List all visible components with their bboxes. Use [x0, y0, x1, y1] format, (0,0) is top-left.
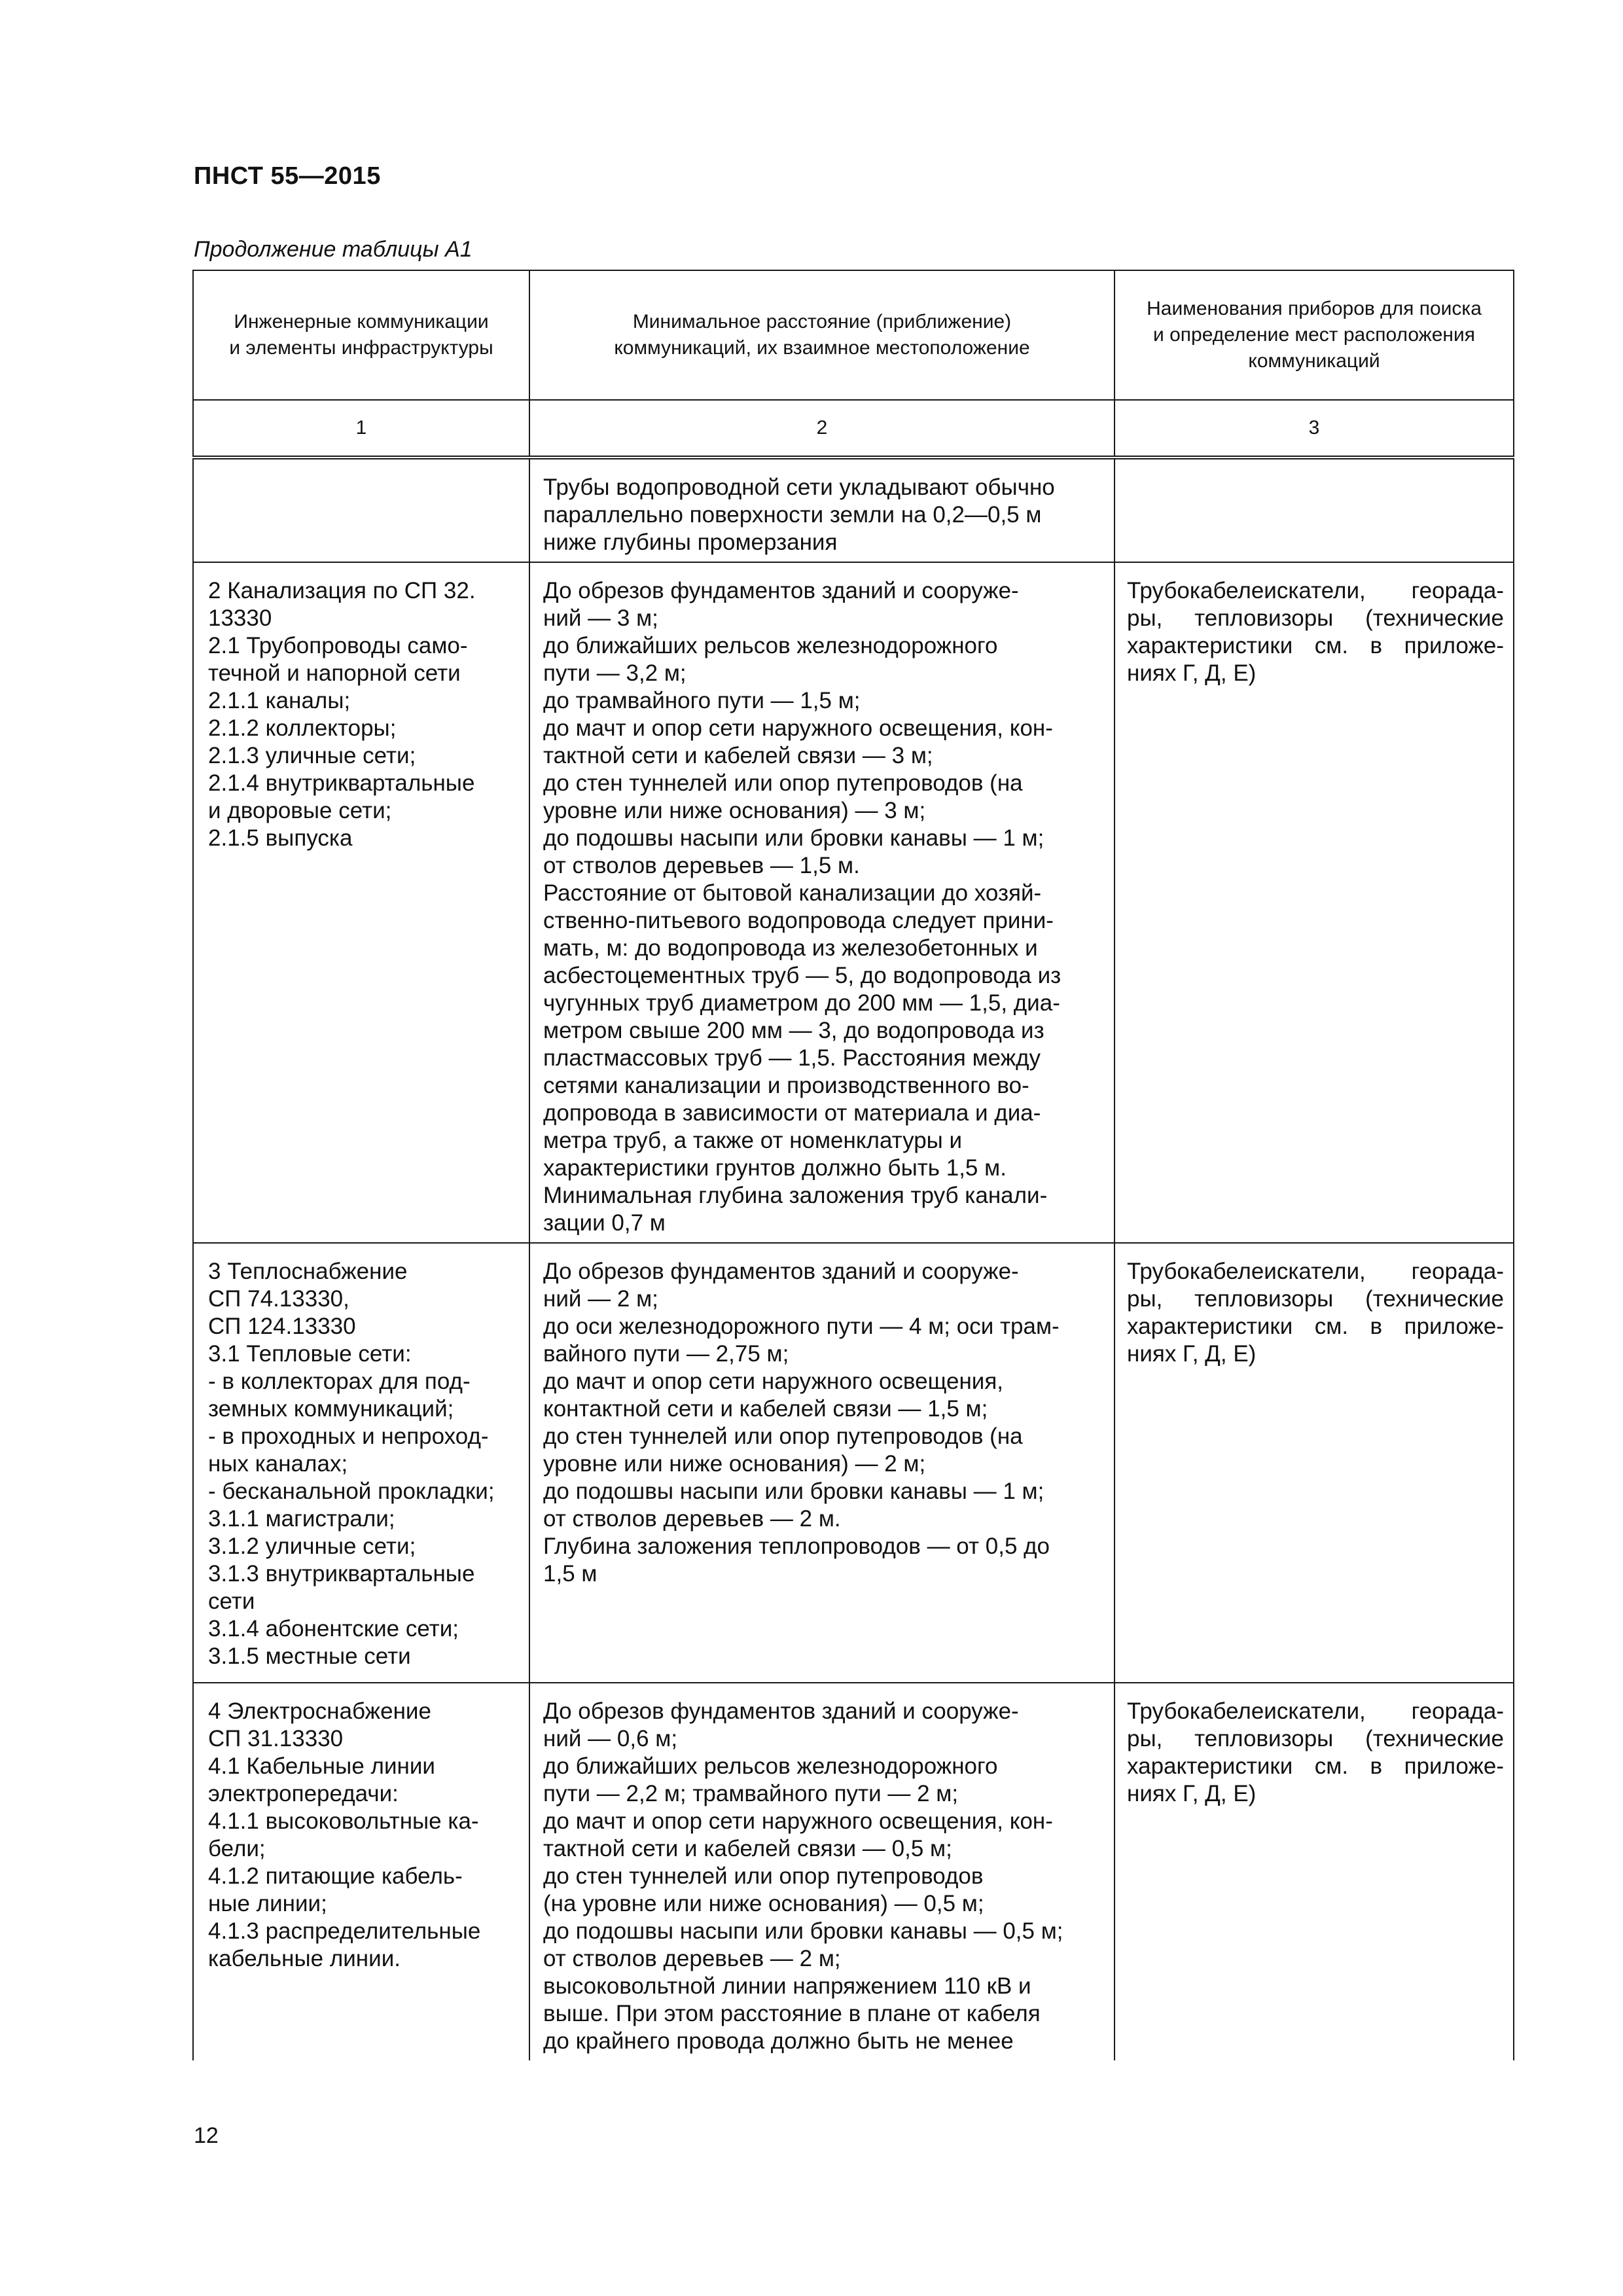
row-power-infrastructure [193, 1683, 529, 2060]
cell-text-line: до оси железнодорожного пути — 4 м; оси трам- [543, 1314, 1060, 1339]
cell-text-line: Трубокабелеискатели, георада- [1127, 578, 1504, 603]
cell-text-line: До обрезов фундаментов зданий и сооруже- [543, 1698, 1019, 1724]
cell-text-line: Инженерные коммуникации [234, 311, 489, 332]
cell-text-line: 2.1.1 каналы; [208, 688, 351, 713]
table-row-water [193, 457, 1514, 562]
cell-text-line: 2.1.5 выпуска [208, 825, 353, 851]
cell-text-line: бели; [208, 1836, 266, 1861]
column-number-row [193, 400, 1514, 457]
cell-text-line: 3.1.1 магистрали; [208, 1506, 395, 1532]
cell-text-line: коммуникаций, их взаимное местоположение [614, 337, 1030, 359]
cell-text-line: 4 Электроснабжение [208, 1698, 431, 1724]
cell-text-line: Трубы водопроводной сети укладывают обычно [543, 475, 1055, 500]
row-heating-infrastructure [193, 1243, 529, 1683]
cell-text-line: ниях Г, Д, Е) [1127, 1781, 1257, 1806]
cell-text-line: сетями канализации и производственного во- [543, 1073, 1029, 1098]
cell-text-line: течной и напорной сети [208, 660, 461, 686]
cell-text-line: 3.1 Тепловые сети: [208, 1341, 412, 1367]
cell-text-line: ные линии; [208, 1891, 327, 1916]
cell-text-line: До обрезов фундаментов зданий и сооруже- [543, 1259, 1019, 1284]
cell-text-line: Минимальная глубина заложения труб канали- [543, 1183, 1048, 1208]
header-cell-3 [1115, 270, 1514, 400]
column-number-1: 1 [193, 400, 529, 457]
cell-text-line: 2.1.2 коллекторы; [208, 715, 397, 741]
cell-text-line: ных каналах; [208, 1451, 348, 1477]
cell-text-line: Трубокабелеискатели, георада- [1127, 1259, 1504, 1284]
cell-text-line: высоковольтной линии напряжением 110 кВ и [543, 1973, 1031, 1999]
document-code: ПНСТ 55—2015 [194, 162, 381, 190]
row-heating-devices [1115, 1243, 1514, 1683]
row-water-devices [1115, 457, 1514, 562]
cell-text-line: ниях Г, Д, Е) [1127, 660, 1257, 686]
row-heating-distance [529, 1243, 1115, 1683]
cell-text-line: пути — 2,2 м; трамвайного пути — 2 м; [543, 1781, 959, 1806]
cell-text-line: Трубокабелеискатели, георада- [1127, 1698, 1504, 1724]
cell-text-line: ний — 2 м; [543, 1286, 658, 1312]
cell-text-line: ры, тепловизоры (технические [1127, 1726, 1504, 1751]
row-sewerage-devices [1115, 562, 1514, 1243]
cell-text-line: чугунных труб диаметром до 200 мм — 1,5, диа- [543, 990, 1060, 1016]
cell-text-line: и элементы инфраструктуры [229, 337, 493, 359]
cell-text-line: параллельно поверхности земли на 0,2—0,5 м [543, 502, 1042, 528]
cell-text-line: характеристики см. в приложе- [1127, 1314, 1504, 1339]
cell-text-line: контактной сети и кабелей связи — 1,5 м; [543, 1396, 988, 1422]
cell-text-line: от стволов деревьев — 2 м. [543, 1506, 841, 1532]
cell-text-line: до трамвайного пути — 1,5 м; [543, 688, 861, 713]
cell-text-line: до крайнего провода должно быть не менее [543, 2028, 1014, 2054]
cell-text-line: вайного пути — 2,75 м; [543, 1341, 789, 1367]
row-power-devices [1115, 1683, 1514, 2060]
cell-text-line: ниях Г, Д, Е) [1127, 1341, 1257, 1367]
cell-text-line: 2 Канализация по СП 32. [208, 578, 476, 603]
cell-text-line: 4.1 Кабельные линии [208, 1753, 435, 1779]
table-row-sewerage [193, 562, 1514, 1243]
cell-text-line: Глубина заложения теплопроводов — от 0,5 до [543, 1534, 1050, 1559]
row-water-distance [529, 457, 1115, 562]
row-sewerage-infrastructure [193, 562, 529, 1243]
row-water-infrastructure [193, 457, 529, 562]
cell-text-line: 3 Теплоснабжение [208, 1259, 408, 1284]
cell-text-line: Расстояние от бытовой канализации до хозяй- [543, 880, 1042, 906]
cell-text-line: зации 0,7 м [543, 1210, 666, 1236]
cell-text-line: до стен туннелей или опор путепроводов (на [543, 1424, 1023, 1449]
table-row-heating [193, 1243, 1514, 1683]
cell-text-line: кабельные линии. [208, 1946, 401, 1971]
table-row-power [193, 1683, 1514, 2060]
cell-text-line: до ближайших рельсов железнодорожного [543, 1753, 998, 1779]
page-number: 12 [194, 2123, 219, 2148]
cell-text-line: до подошвы насыпи или бровки канавы — 1 м; [543, 1479, 1044, 1504]
row-sewerage-distance [529, 562, 1115, 1243]
cell-text-line: 2.1.3 уличные сети; [208, 743, 416, 768]
column-number-3: 3 [1115, 400, 1514, 457]
cell-text-line: 4.1.2 питающие кабель- [208, 1863, 463, 1889]
cell-text-line: пути — 3,2 м; [543, 660, 687, 686]
cell-text-line: 3.1.4 абонентские сети; [208, 1616, 459, 1641]
cell-text-line: до подошвы насыпи или бровки канавы — 0,5 м; [543, 1918, 1063, 1944]
row-power-distance [529, 1683, 1115, 2060]
cell-text-line: Минимальное расстояние (приближение) [632, 311, 1012, 332]
cell-text-line: характеристики см. в приложе- [1127, 633, 1504, 658]
cell-text-line: ний — 0,6 м; [543, 1726, 678, 1751]
cell-text-line: 3.1.3 внутриквартальные [208, 1561, 475, 1587]
header-cell-1 [193, 270, 529, 400]
cell-text-line: ниже глубины промерзания [543, 529, 838, 555]
cell-text-line: уровне или ниже основания) — 3 м; [543, 798, 926, 823]
cell-text-line: мать, м: до водопровода из железобетонных и [543, 935, 1038, 961]
cell-text-line: 3.1.2 уличные сети; [208, 1534, 416, 1559]
cell-text-line: до стен туннелей или опор путепроводов (на [543, 770, 1023, 796]
cell-text-line: допровода в зависимости от материала и диа- [543, 1100, 1041, 1126]
cell-text-line: До обрезов фундаментов зданий и сооруже- [543, 578, 1019, 603]
cell-text-line: до стен туннелей или опор путепроводов [543, 1863, 984, 1889]
cell-text-line: СП 74.13330, [208, 1286, 349, 1312]
cell-text-line: 4.1.1 высоковольтные ка- [208, 1808, 479, 1834]
cell-text-line: и определение мест расположения [1153, 324, 1475, 346]
cell-text-line: уровне или ниже основания) — 2 м; [543, 1451, 926, 1477]
cell-text-line: 3.1.5 местные сети [208, 1643, 411, 1669]
cell-text-line: земных коммуникаций; [208, 1396, 454, 1422]
cell-text-line: от стволов деревьев — 1,5 м. [543, 853, 860, 878]
cell-text-line: метром свыше 200 мм — 3, до водопровода из [543, 1018, 1044, 1043]
cell-text-line: - бесканальной прокладки; [208, 1479, 495, 1504]
header-cell-2 [529, 270, 1115, 400]
cell-text-line: асбестоцементных труб — 5, до водопровода из [543, 963, 1061, 988]
cell-text-line: Наименования приборов для поиска [1147, 298, 1482, 319]
cell-text-line: пластмассовых труб — 1,5. Расстояния между [543, 1045, 1041, 1071]
table-caption: Продолжение таблицы А1 [194, 237, 473, 262]
cell-text-line: ний — 3 м; [543, 605, 658, 631]
cell-text-line: электропередачи: [208, 1781, 399, 1806]
cell-text-line: 13330 [208, 605, 272, 631]
cell-text-line: СП 31.13330 [208, 1726, 344, 1751]
cell-text-line: (на уровне или ниже основания) — 0,5 м; [543, 1891, 984, 1916]
cell-text-line: метра труб, а также от номенклатуры и [543, 1128, 963, 1153]
cell-text-line: коммуникаций [1248, 350, 1380, 372]
column-number-2: 2 [529, 400, 1115, 457]
cell-text-line: от стволов деревьев — 2 м; [543, 1946, 841, 1971]
cell-text-line: 2.1.4 внутриквартальные [208, 770, 475, 796]
cell-text-line: до мачт и опор сети наружного освещения, [543, 1369, 1004, 1394]
cell-text-line: характеристики грунтов должно быть 1,5 м. [543, 1155, 1007, 1181]
cell-text-line: до мачт и опор сети наружного освещения, кон- [543, 1808, 1053, 1834]
table-header-row [193, 270, 1514, 400]
cell-text-line: 4.1.3 распределительные [208, 1918, 481, 1944]
cell-text-line: выше. При этом расстояние в плане от кабеля [543, 2001, 1041, 2026]
cell-text-line: до ближайших рельсов железнодорожного [543, 633, 998, 658]
cell-text-line: 1,5 м [543, 1561, 597, 1587]
cell-text-line: СП 124.13330 [208, 1314, 356, 1339]
cell-text-line: тактной сети и кабелей связи — 3 м; [543, 743, 933, 768]
cell-text-line: тактной сети и кабелей связи — 0,5 м; [543, 1836, 952, 1861]
cell-text-line: до мачт и опор сети наружного освещения, кон- [543, 715, 1053, 741]
infrastructure-table [192, 270, 1514, 2060]
cell-text-line: ры, тепловизоры (технические [1127, 1286, 1504, 1312]
cell-text-line: характеристики см. в приложе- [1127, 1753, 1504, 1779]
cell-text-line: - в коллекторах для под- [208, 1369, 471, 1394]
cell-text-line: - в проходных и непроход- [208, 1424, 489, 1449]
cell-text-line: сети [208, 1588, 255, 1614]
cell-text-line: ры, тепловизоры (технические [1127, 605, 1504, 631]
cell-text-line: 2.1 Трубопроводы само- [208, 633, 468, 658]
cell-text-line: до подошвы насыпи или бровки канавы — 1 м; [543, 825, 1044, 851]
cell-text-line: ственно-питьевого водопровода следует прини- [543, 908, 1054, 933]
cell-text-line: и дворовые сети; [208, 798, 392, 823]
